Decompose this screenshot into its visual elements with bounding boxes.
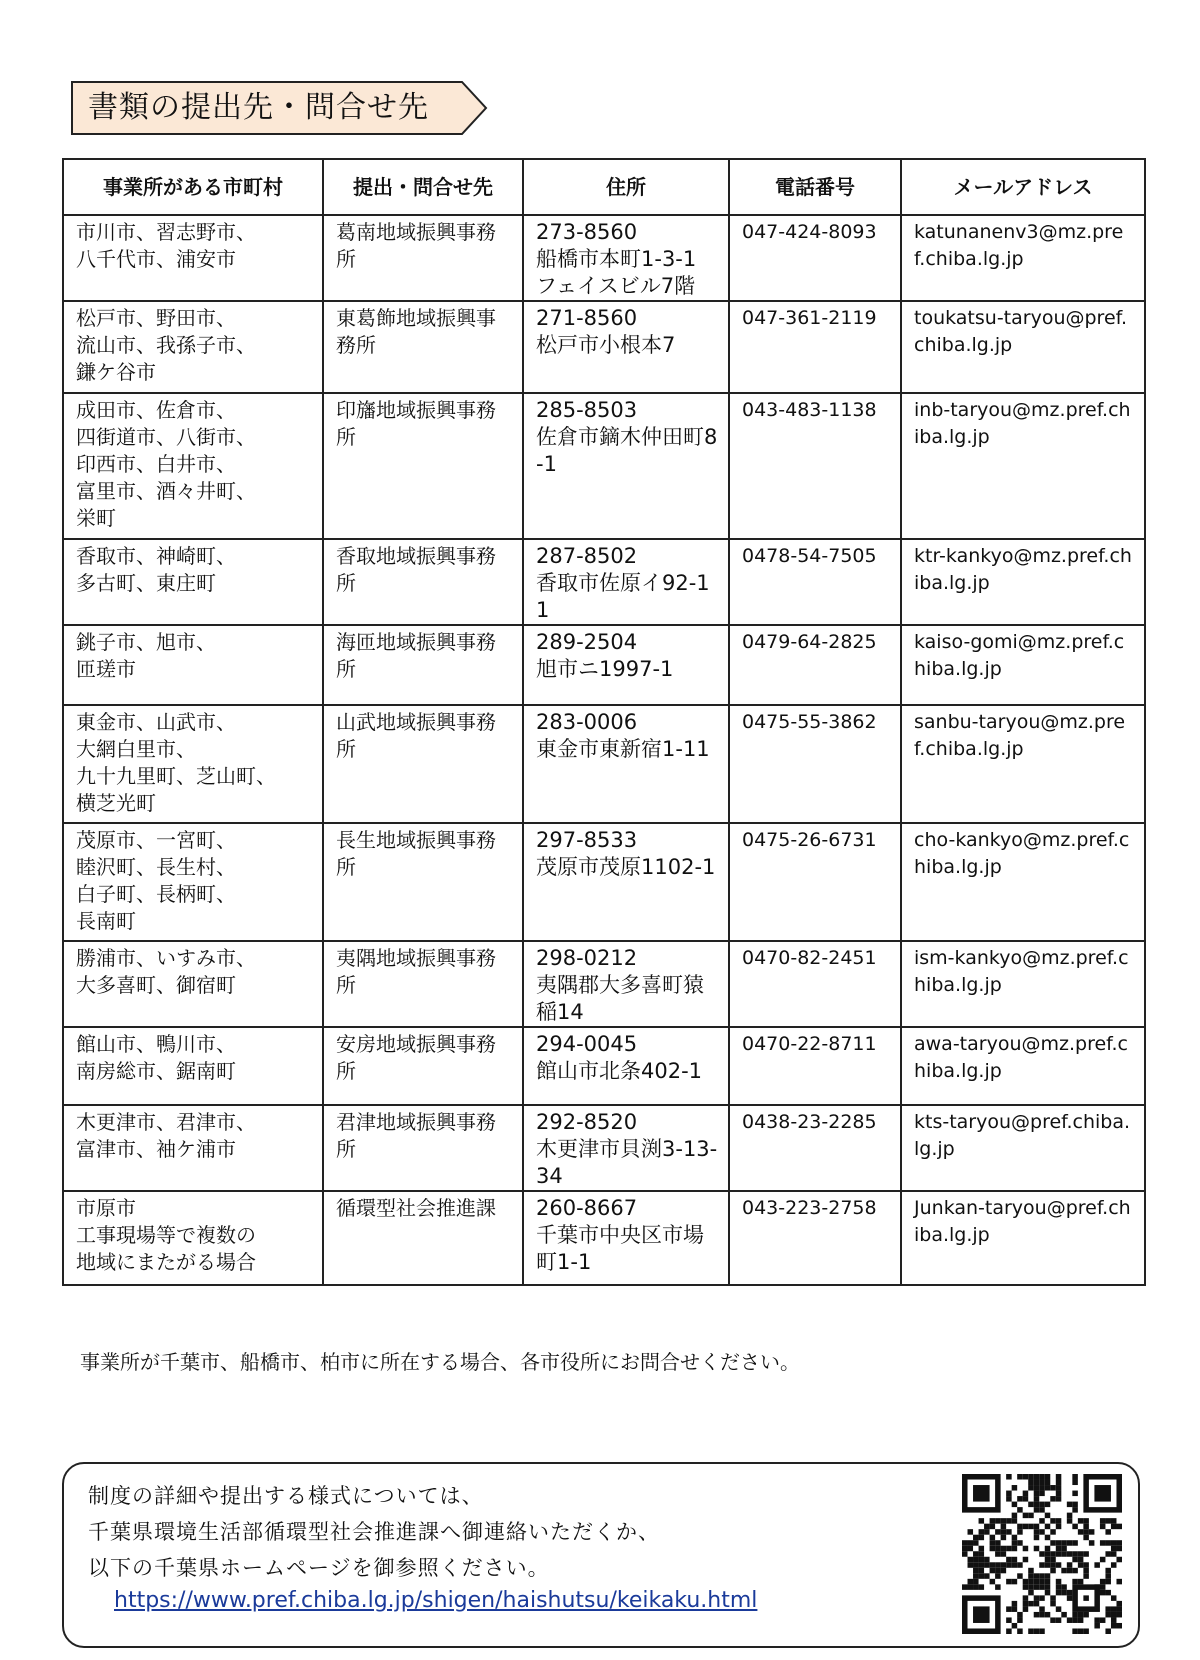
header-phone: 電話番号 <box>729 159 901 215</box>
postal-code: 271-8560 <box>536 306 638 330</box>
table-row <box>63 1105 1145 1191</box>
municipality-line: 成田市、佐倉市、 <box>76 398 236 422</box>
cell-email[interactable]: cho-kankyo@mz.pref.chiba.lg.jp <box>901 823 1145 941</box>
table-row <box>63 539 1145 625</box>
municipality-line: 四街道市、八街市、 <box>76 425 256 449</box>
cell-office: 葛南地域振興事務所 <box>323 215 523 301</box>
cell-phone: 0438-23-2285 <box>729 1105 901 1191</box>
cell-address <box>523 823 729 941</box>
municipality-line: 栄町 <box>76 506 116 530</box>
street-address: 香取市佐原イ92-11 <box>536 571 710 622</box>
municipality-line: 長南町 <box>76 909 136 933</box>
table-row <box>63 705 1145 823</box>
street-address: 館山市北条402-1 <box>536 1059 703 1083</box>
cell-phone: 043-483-1138 <box>729 393 901 539</box>
cell-phone: 043-223-2758 <box>729 1191 901 1285</box>
cell-municipalities <box>63 1191 323 1285</box>
header-office: 提出・問合せ先 <box>323 159 523 215</box>
cell-phone: 0478-54-7505 <box>729 539 901 625</box>
municipality-line: 地域にまたがる場合 <box>76 1250 256 1274</box>
table-row <box>63 393 1145 539</box>
cell-address <box>523 1027 729 1105</box>
municipality-line: 多古町、東庄町 <box>76 571 216 595</box>
cell-phone: 047-424-8093 <box>729 215 901 301</box>
municipality-line: 銚子市、旭市、 <box>76 630 216 654</box>
street-address: 松戸市小根本7 <box>536 333 676 357</box>
postal-code: 298-0212 <box>536 946 638 970</box>
street-address: 船橋市本町1-3-1 フェイスビル7階 <box>536 247 697 298</box>
cell-email[interactable]: Junkan-taryou@pref.chiba.lg.jp <box>901 1191 1145 1285</box>
header-municipality: 事業所がある市町村 <box>63 159 323 215</box>
cell-phone: 0475-55-3862 <box>729 705 901 823</box>
cell-address <box>523 301 729 393</box>
cell-office: 安房地域振興事務所 <box>323 1027 523 1105</box>
cell-municipalities <box>63 705 323 823</box>
table-row <box>63 1191 1145 1285</box>
cell-email[interactable]: katunanenv3@mz.pref.chiba.lg.jp <box>901 215 1145 301</box>
cell-municipalities <box>63 1105 323 1191</box>
cell-email[interactable]: ktr-kankyo@mz.pref.chiba.lg.jp <box>901 539 1145 625</box>
cell-phone: 0479-64-2825 <box>729 625 901 705</box>
cell-email[interactable]: kts-taryou@pref.chiba.lg.jp <box>901 1105 1145 1191</box>
municipality-line: 横芝光町 <box>76 791 156 815</box>
table-row <box>63 625 1145 705</box>
municipality-line: 東金市、山武市、 <box>76 710 236 734</box>
municipality-line: 富津市、袖ケ浦市 <box>76 1137 236 1161</box>
cell-office: 君津地域振興事務所 <box>323 1105 523 1191</box>
municipality-line: 香取市、神崎町、 <box>76 544 236 568</box>
postal-code: 297-8533 <box>536 828 638 852</box>
cell-municipalities <box>63 215 323 301</box>
postal-code: 289-2504 <box>536 630 638 654</box>
cell-address <box>523 393 729 539</box>
info-line-3: 以下の千葉県ホームページを御参照ください。 <box>88 1556 550 1580</box>
table-row <box>63 941 1145 1027</box>
cell-email[interactable]: ism-kankyo@mz.pref.chiba.lg.jp <box>901 941 1145 1027</box>
municipality-line: 印西市、白井市、 <box>76 452 236 476</box>
municipality-line: 市川市、習志野市、 <box>76 220 256 244</box>
street-address: 千葉市中央区市場町1-1 <box>536 1223 704 1274</box>
cell-office: 夷隅地域振興事務所 <box>323 941 523 1027</box>
municipality-line: 茂原市、一宮町、 <box>76 828 236 852</box>
cell-phone: 047-361-2119 <box>729 301 901 393</box>
cell-address <box>523 1105 729 1191</box>
postal-code: 287-8502 <box>536 544 638 568</box>
street-address: 木更津市貝渕3-13-34 <box>536 1137 718 1188</box>
street-address: 佐倉市鏑木仲田町8-1 <box>536 425 718 476</box>
municipality-line: 鎌ケ谷市 <box>76 360 156 384</box>
offices-table <box>62 158 1146 1286</box>
cell-address <box>523 539 729 625</box>
municipality-line: 九十九里町、芝山町、 <box>76 764 276 788</box>
cell-email[interactable]: awa-taryou@mz.pref.chiba.lg.jp <box>901 1027 1145 1105</box>
homepage-link[interactable]: https://www.pref.chiba.lg.jp/shigen/haishutsu/keikaku.html <box>114 1588 758 1613</box>
section-title: 書類の提出先・問合せ先 <box>88 90 429 125</box>
cell-address <box>523 625 729 705</box>
municipality-line: 市原市 <box>76 1196 136 1220</box>
postal-code: 283-0006 <box>536 710 638 734</box>
cell-email[interactable]: toukatsu-taryou@pref.chiba.lg.jp <box>901 301 1145 393</box>
cell-address <box>523 1191 729 1285</box>
cell-email[interactable]: inb-taryou@mz.pref.chiba.lg.jp <box>901 393 1145 539</box>
cell-phone: 0475-26-6731 <box>729 823 901 941</box>
cell-office: 山武地域振興事務所 <box>323 705 523 823</box>
postal-code: 285-8503 <box>536 398 638 422</box>
postal-code: 273-8560 <box>536 220 638 244</box>
postal-code: 260-8667 <box>536 1196 638 1220</box>
municipality-line: 木更津市、君津市、 <box>76 1110 256 1134</box>
cell-address <box>523 705 729 823</box>
cell-municipalities <box>63 393 323 539</box>
cell-office: 印旛地域振興事務所 <box>323 393 523 539</box>
cell-office: 長生地域振興事務所 <box>323 823 523 941</box>
table-row <box>63 301 1145 393</box>
municipality-line: 白子町、長柄町、 <box>76 882 236 906</box>
header-email: メールアドレス <box>901 159 1145 215</box>
municipality-line: 松戸市、野田市、 <box>76 306 236 330</box>
cell-phone: 0470-22-8711 <box>729 1027 901 1105</box>
info-line-2: 千葉県環境生活部循環型社会推進課へ御連絡いただくか、 <box>88 1520 660 1544</box>
cell-municipalities <box>63 301 323 393</box>
cell-office: 循環型社会推進課 <box>323 1191 523 1285</box>
cell-municipalities <box>63 625 323 705</box>
cell-email[interactable]: kaiso-gomi@mz.pref.chiba.lg.jp <box>901 625 1145 705</box>
cell-office: 海匝地域振興事務所 <box>323 625 523 705</box>
cell-office: 東葛飾地域振興事務所 <box>323 301 523 393</box>
municipality-line: 八千代市、浦安市 <box>76 247 236 271</box>
cell-municipalities <box>63 941 323 1027</box>
table-body <box>63 215 1145 1285</box>
info-box <box>62 1462 1140 1648</box>
postal-code: 292-8520 <box>536 1110 638 1134</box>
section-title-tag <box>70 80 490 136</box>
postal-code: 294-0045 <box>536 1032 638 1056</box>
municipality-line: 勝浦市、いすみ市、 <box>76 946 256 970</box>
cell-municipalities <box>63 823 323 941</box>
municipality-line: 大多喜町、御宿町 <box>76 973 236 997</box>
cell-email[interactable]: sanbu-taryou@mz.pref.chiba.lg.jp <box>901 705 1145 823</box>
street-address: 茂原市茂原1102-1 <box>536 855 716 879</box>
street-address: 旭市ニ1997-1 <box>536 657 674 681</box>
municipality-line: 工事現場等で複数の <box>76 1223 256 1247</box>
municipality-line: 富里市、酒々井町、 <box>76 479 256 503</box>
cell-address <box>523 215 729 301</box>
table-row <box>63 823 1145 941</box>
header-address: 住所 <box>523 159 729 215</box>
municipality-line: 匝瑳市 <box>76 657 136 681</box>
info-line-1: 制度の詳細や提出する様式については、 <box>88 1484 484 1508</box>
table-header-row <box>63 159 1145 215</box>
note-text: 事業所が千葉市、船橋市、柏市に所在する場合、各市役所にお問合せください。 <box>80 1350 800 1374</box>
table-row <box>63 1027 1145 1105</box>
cell-office: 香取地域振興事務所 <box>323 539 523 625</box>
cell-municipalities <box>63 539 323 625</box>
cell-phone: 0470-82-2451 <box>729 941 901 1027</box>
municipality-line: 南房総市、鋸南町 <box>76 1059 236 1083</box>
cell-address <box>523 941 729 1027</box>
table-row <box>63 215 1145 301</box>
municipality-line: 大網白里市、 <box>76 737 196 761</box>
municipality-line: 流山市、我孫子市、 <box>76 333 256 357</box>
qr-code-icon[interactable] <box>962 1474 1122 1634</box>
cell-municipalities <box>63 1027 323 1105</box>
municipality-line: 館山市、鴨川市、 <box>76 1032 236 1056</box>
municipality-line: 睦沢町、長生村、 <box>76 855 236 879</box>
street-address: 東金市東新宿1-11 <box>536 737 710 761</box>
street-address: 夷隅郡大多喜町猿稲14 <box>536 973 704 1024</box>
